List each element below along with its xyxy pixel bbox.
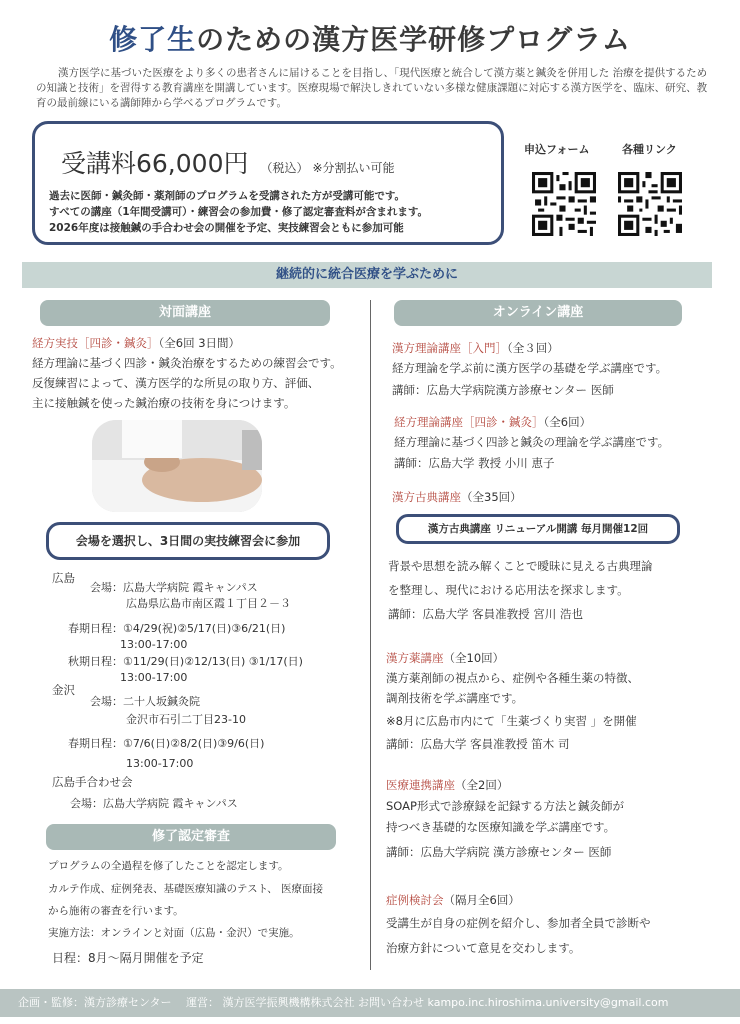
page-title — [0, 18, 740, 58]
links-qr-icon[interactable] — [618, 172, 682, 236]
intro-text: 漢方医学に基づいた医療をより多くの患者さんに届けることを目指し、「現代医療と統合して漢方薬と鍼灸を併用した 治療を提供するための知識と技術」を習得する教育講座を開講しています。医療現場で解決しきれていない多様な健康課題に対応する漢方医学を、臨床、研究、教育の最前線にいる講師陣から学べるプログラムです。 — [36, 67, 708, 109]
course5-desc: SOAP形式で診療録を記録する方法と鍼灸師が — [386, 799, 624, 813]
course2-desc: 経方理論に基づく四診と鍼灸の理論を学ぶ講座です。 — [394, 435, 670, 449]
apply-form-label: 申込フォーム — [524, 143, 590, 156]
fee-split: ※分割払い可能 — [312, 161, 395, 175]
fee-note: 2026年度は接触鍼の手合わせ会の開催を予定、実技練習会ともに参加可能 — [49, 222, 404, 234]
footer-text[interactable]: 企画・監修：漢方診療センター 運営： 漢方医学振興機構株式会社 お問い合わせ kampo.inc.hiroshima.university@gmail.com — [18, 996, 669, 1009]
course4-title: 漢方薬講座 — [386, 651, 444, 665]
course3-desc: を整理し、現代における応用法を探求します。 — [388, 583, 629, 597]
section-banner — [22, 262, 712, 288]
fee-note: すべての講座（1年間受講可）・練習会の参加費・修了認定審査料が含まれます。 — [49, 206, 429, 218]
fee-price: 受講料66,000円 — [61, 149, 249, 178]
fee-note: 過去に医師・鍼灸師・薬剤師のプログラムを受講された方が受講可能です。 — [49, 190, 406, 202]
course1-desc: 経方理論を学ぶ前に漢方医学の基礎を学ぶ講座です。 — [392, 361, 668, 375]
classic-renewal-box: 漢方古典講座 リニューアル開講 毎月開催12回 — [396, 514, 680, 544]
course-desc: 主に接触鍼を使った鍼治療の技術を身につけます。 — [32, 396, 296, 410]
hiroshima-venue: 会場：広島大学病院 霞キャンパス — [90, 581, 258, 594]
course4-desc: 調剤技術を学ぶ講座です。 — [386, 691, 524, 705]
cert-line: プログラムの全過程を修了したことを認定します。 — [48, 860, 289, 872]
practical-course-heading — [32, 333, 240, 353]
certification-pill: 修了認定審査 — [46, 824, 336, 850]
tea-heading: 広島手合わせ会 — [52, 775, 133, 789]
kanazawa-address: 金沢市石引二丁目23-10 — [126, 713, 246, 726]
cert-line: カルテ作成、症例発表、基礎医療知識のテスト、 医療面接 — [48, 883, 323, 895]
links-label: 各種リンク — [622, 143, 677, 156]
venue-select-box: 会場を選択し、3日間の実技練習会に参加 — [46, 522, 330, 560]
course5-heading — [386, 775, 508, 795]
title-accent: 修了生 — [109, 23, 197, 56]
course1-title: 漢方理論講座［入門］ — [392, 341, 507, 355]
course2-heading — [394, 412, 591, 432]
course2-title: 経方理論講座［四診・鍼灸］ — [394, 415, 544, 429]
hiroshima-autumn-time: 13:00-17:00 — [120, 671, 188, 684]
treatment-illustration-icon — [92, 420, 262, 512]
course4-desc: ※8月に広島市内にて「生薬づくり実習 」を開催 — [386, 714, 637, 728]
course-desc: 反復練習によって、漢方医学的な所見の取り方、評価、 — [32, 376, 320, 390]
kanazawa-venue: 会場：二十人坂鍼灸院 — [90, 695, 200, 708]
course6-desc: 受講生が自身の症例を紹介し、参加者全員で診断や — [386, 916, 651, 930]
in-person-pill: 対面講座 — [40, 300, 330, 326]
hiroshima-spring-time: 13:00-17:00 — [120, 638, 188, 651]
hiroshima-autumn: 秋期日程：①11/29(日)②12/13(日) ③1/17(日) — [68, 655, 303, 668]
cert-schedule: 日程：8月～隔月開催を予定 — [52, 951, 204, 965]
course1-count: （全３回） — [507, 341, 559, 355]
course5-title: 医療連携講座 — [386, 778, 455, 792]
course5-count: （全2回） — [455, 778, 509, 792]
hiroshima-address: 広島県広島市南区霞１丁目２－３ — [126, 597, 291, 610]
course6-title: 症例検討会 — [386, 893, 444, 907]
fee-notes — [49, 188, 428, 236]
column-divider — [370, 300, 371, 970]
course4-teacher: 講師：広島大学 客員准教授 笛木 司 — [386, 737, 570, 751]
course3-heading — [392, 487, 522, 507]
title-rest: のための漢方医学研修プログラム — [196, 23, 631, 56]
tea-venue: 会場：広島大学病院 霞キャンパス — [70, 797, 238, 810]
kanazawa-spring: 春期日程：①7/6(日)②8/2(日)③9/6(日) — [68, 737, 265, 750]
course5-teacher: 講師：広島大学病院 漢方診療センター 医師 — [386, 845, 612, 859]
cert-line: 実施方法：オンラインと対面（広島・金沢）で実施。 — [48, 927, 300, 939]
course2-count: （全6回） — [543, 415, 592, 429]
course6-heading — [386, 890, 520, 910]
course2-teacher: 講師：広島大学 教授 小川 恵子 — [394, 456, 555, 470]
course3-count: （全35回） — [461, 490, 522, 504]
apply-form-qr-icon[interactable] — [532, 172, 596, 236]
course3-title: 漢方古典講座 — [392, 490, 461, 504]
course4-heading — [386, 648, 504, 668]
hiroshima-heading: 広島 — [52, 571, 75, 585]
course3-desc: 背景や思想を読み解くことで曖昧に見える古典理論 — [388, 559, 653, 573]
online-pill: オンライン講座 — [394, 300, 682, 326]
fee-box — [32, 121, 504, 245]
fee-line — [61, 144, 395, 180]
fee-tax: （税込） — [260, 161, 309, 175]
kanazawa-heading: 金沢 — [52, 683, 75, 697]
hiroshima-spring: 春期日程：①4/29(祝)②5/17(日)③6/21(日) — [68, 622, 286, 635]
course4-desc: 漢方薬剤師の視点から、症例や各種生薬の特徴、 — [386, 671, 639, 685]
course4-count: （全10回） — [443, 651, 505, 665]
course5-desc: 持つべき基礎的な医療知識を学ぶ講座です。 — [386, 820, 616, 834]
course-count: （全6回 3日間） — [158, 336, 241, 350]
course6-desc: 治療方針について意見を交わします。 — [386, 941, 581, 955]
banner-text: 継続的に統合医療を学ぶために — [275, 267, 458, 282]
course1-heading — [392, 338, 559, 358]
course3-teacher: 講師：広島大学 客員准教授 宮川 浩也 — [388, 607, 583, 621]
course6-count: （隔月全6回） — [443, 893, 520, 907]
course1-teacher: 講師：広島大学病院漢方診療センター 医師 — [392, 383, 614, 397]
footer-bar — [0, 989, 740, 1017]
kanazawa-spring-time: 13:00-17:00 — [126, 757, 194, 770]
course-title: 経方実技［四診・鍼灸］ — [32, 336, 159, 350]
acupuncture-photo — [92, 420, 262, 512]
course-desc: 経方理論に基づく四診・鍼灸治療をするための練習会です。 — [32, 356, 342, 370]
cert-line: から施術の審査を行います。 — [48, 905, 184, 917]
